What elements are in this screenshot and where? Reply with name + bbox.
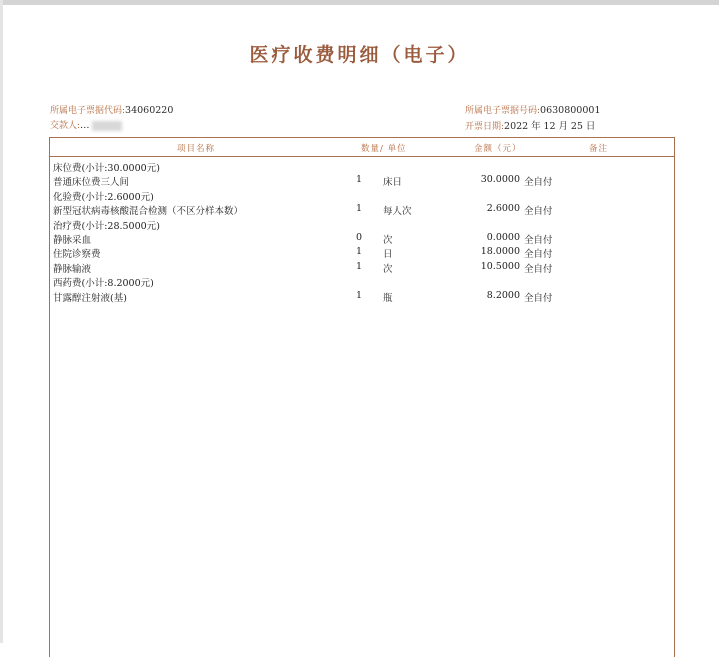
row-qty: 1 (356, 260, 363, 272)
payer-line (50, 118, 122, 131)
date-year: 2022 (504, 121, 529, 132)
row-name: 住院诊察费 (53, 249, 101, 261)
row-qty: 0 (356, 231, 363, 243)
row-amount: 2.6000 (486, 203, 520, 215)
row-name: 床位费(小计:30.0000元) (53, 163, 160, 174)
invoice-number-line (465, 103, 601, 116)
table-row (50, 231, 674, 245)
table-row (50, 159, 674, 173)
row-name: 新型冠状病毒核酸混合检测（不区分样本数） (53, 206, 244, 218)
row-qty: 1 (356, 246, 363, 258)
row-unit: 日 (383, 249, 393, 261)
row-name: 西药费(小计:8.2000元) (53, 278, 154, 290)
row-note: 全自付 (524, 292, 553, 304)
row-name: 静脉采血 (53, 234, 92, 246)
redacted-name-blur (92, 121, 122, 131)
table-row (50, 245, 674, 259)
row-amount: 18.0000 (480, 246, 520, 258)
row-name: 甘露醇注射液(基) (53, 292, 127, 304)
row-note: 全自付 (524, 234, 553, 246)
payer-label: 交款人: (50, 121, 81, 131)
date-day: 25 (570, 121, 583, 132)
row-unit: 次 (383, 234, 393, 246)
table-row (50, 274, 674, 288)
invoice-code-label: 所属电子票据代码: (50, 106, 126, 116)
row-name: 化验费(小计:2.6000元) (53, 191, 154, 203)
row-unit: 瓶 (383, 292, 393, 304)
invoice-code-line (50, 103, 173, 116)
row-qty: 1 (356, 289, 363, 301)
invoice-number-label: 所属电子票据号码: (465, 106, 541, 116)
table-row (50, 260, 674, 274)
row-amount: 8.2000 (486, 289, 520, 301)
row-unit: 每人次 (383, 206, 412, 218)
issue-date-line (465, 118, 595, 132)
issue-date-label: 开票日期: (465, 122, 505, 132)
header-qty-unit: 数量/ 单位 (361, 144, 407, 154)
date-month-unit: 月 (558, 121, 568, 132)
invoice-code-value: 34060220 (125, 105, 174, 116)
row-name: 治疗费(小计:28.5000元) (53, 220, 160, 232)
date-month: 12 (543, 121, 556, 132)
row-note: 全自付 (524, 249, 553, 261)
row-name: 普通床位费三人间 (53, 177, 130, 189)
row-note: 全自付 (524, 177, 553, 189)
row-unit: 次 (383, 263, 393, 275)
date-day-unit: 日 (585, 121, 596, 132)
row-qty: 1 (356, 174, 363, 186)
row-note: 全自付 (524, 206, 553, 218)
viewer-left-border (0, 0, 3, 643)
invoice-number-value: 0630800001 (540, 105, 601, 116)
header-item-name: 项目名称 (177, 144, 216, 154)
row-amount: 10.5000 (480, 260, 520, 272)
table-row (50, 188, 674, 202)
row-amount: 30.0000 (480, 174, 520, 186)
table-row (50, 217, 674, 231)
document-title: 医疗收费明细（电子） (249, 44, 470, 66)
table-row (50, 173, 674, 187)
fee-detail-table (49, 137, 675, 657)
row-name: 静脉输液 (53, 263, 92, 275)
row-amount: 0.0000 (486, 231, 520, 243)
table-row (50, 289, 674, 303)
table-header (50, 138, 674, 157)
header-amount: 金额（元） (474, 144, 522, 154)
row-unit: 床日 (383, 177, 403, 189)
payer-value: … (80, 120, 90, 131)
row-qty: 1 (356, 203, 363, 215)
date-year-unit: 年 (531, 121, 541, 132)
table-body (50, 159, 674, 303)
viewer-top-border (0, 0, 719, 5)
row-note: 全自付 (524, 263, 553, 275)
header-note: 备注 (589, 144, 609, 154)
table-row (50, 202, 674, 216)
